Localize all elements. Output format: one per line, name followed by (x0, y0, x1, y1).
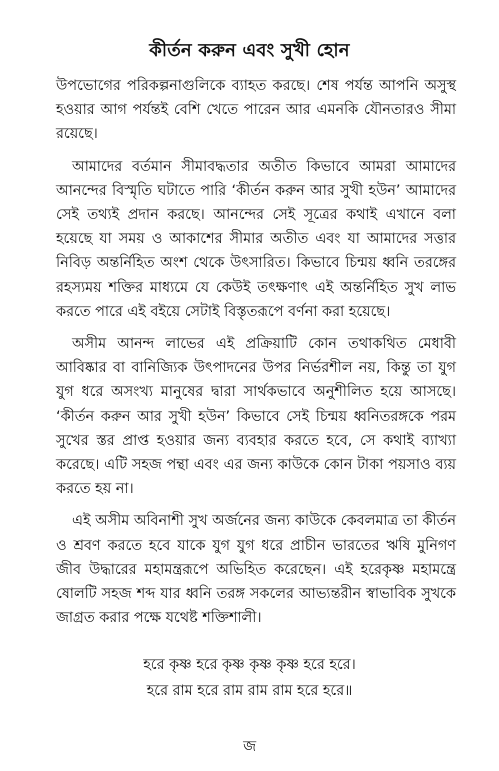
paragraph-1: উপভোগের পরিকল্পনাগুলিকে ব্যাহত করছে। শেষ পর্যন্ত আপনি অসুস্থ হওয়ার আগ পর্যন্তই বেশি খেতে পারেন আর এমনকি যৌনতারও সীমা রয়েছে। (56, 78, 456, 143)
paragraph-2: আমাদের বর্তমান সীমাবদ্ধতার অতীত কিভাবে আমরা আমাদের আনন্দের বিস্মৃতি ঘটাতে পারি ‘কীর্তন করুন আর সুখী হউন’ আমাদের সেই তথ্যই প্রদান করছে। আনন্দের সেই সূত্রের কথাই এখানে বলা হয়েছে যা সময় ও আকাশের সীমার অতীত এবং যা আমাদের সত্তার নিবিড় অন্তর্নিহিত অংশ থেকে উৎসারিত। কিভাবে চিন্ময় ধ্বনি তরঙ্গের রহস্যময় শক্তির মাধ্যমে যে কেউই তৎক্ষণাৎ এই অন্তর্নিহিত সুখ লাভ করতে পারে এই বইয়ে সেটাই বিস্তৃতরূপে বর্ণনা করা হয়েছে। (56, 158, 456, 320)
body-text (56, 74, 456, 638)
page-number: জ (243, 739, 256, 755)
paragraph-4: এই অসীম অবিনাশী সুখ অর্জনের জন্য কাউকে কেবলমাত্র তা কীর্তন ও শ্রবণ করতে হবে যাকে যুগ যুগ ধরে প্রাচীন ভারতের ঋষি মুনিগণ জীব উদ্ধারের মহামন্ত্ররূপে অভিহিত করেছেন। এই হরেকৃষ্ণ মহামন্ত্রে ষোলটি সহজ শব্দ যার ধ্বনি তরঙ্গ সকলের আভ্যন্তরীন স্বাভাবিক সুখকে জাগ্রত করার পক্ষে যথেষ্ট শক্তিশালী। (56, 513, 456, 627)
mahamantra (0, 652, 499, 704)
mantra-line-1: হরে কৃষ্ণ হরে কৃষ্ণ কৃষ্ণ কৃষ্ণ হরে হরে। (143, 657, 356, 673)
paragraph-3: অসীম আনন্দ লাভের এই প্রক্রিয়াটি কোন তথাকথিত মেধাবী আবিষ্কার বা বানিজ্যিক উৎপাদনের উপর নির্ভরশীল নয়, কিন্তু তা যুগ যুগ ধরে অসংখ্য মানুষের দ্বারা সার্থকভাবে অনুশীলিত হয়ে আসছে। ‘কীর্তন করুন আর সুখী হউন’ কিভাবে সেই চিন্ময় ধ্বনিতরঙ্গকে পরম সুখের স্তর প্রাপ্ত হওয়ার জন্য ব্যবহার করতে হবে, সে কথাই ব্যাখ্যা করেছে। এটি সহজ পন্থা এবং এর জন্য কাউকে কোন টাকা পয়সাও ব্যয় করতে হয় না। (56, 336, 456, 498)
page-title: কীর্তন করুন এবং সুখী হোন (149, 40, 350, 61)
mantra-line-2: হরে রাম হরে রাম রাম রাম হরে হরে॥ (146, 683, 353, 699)
